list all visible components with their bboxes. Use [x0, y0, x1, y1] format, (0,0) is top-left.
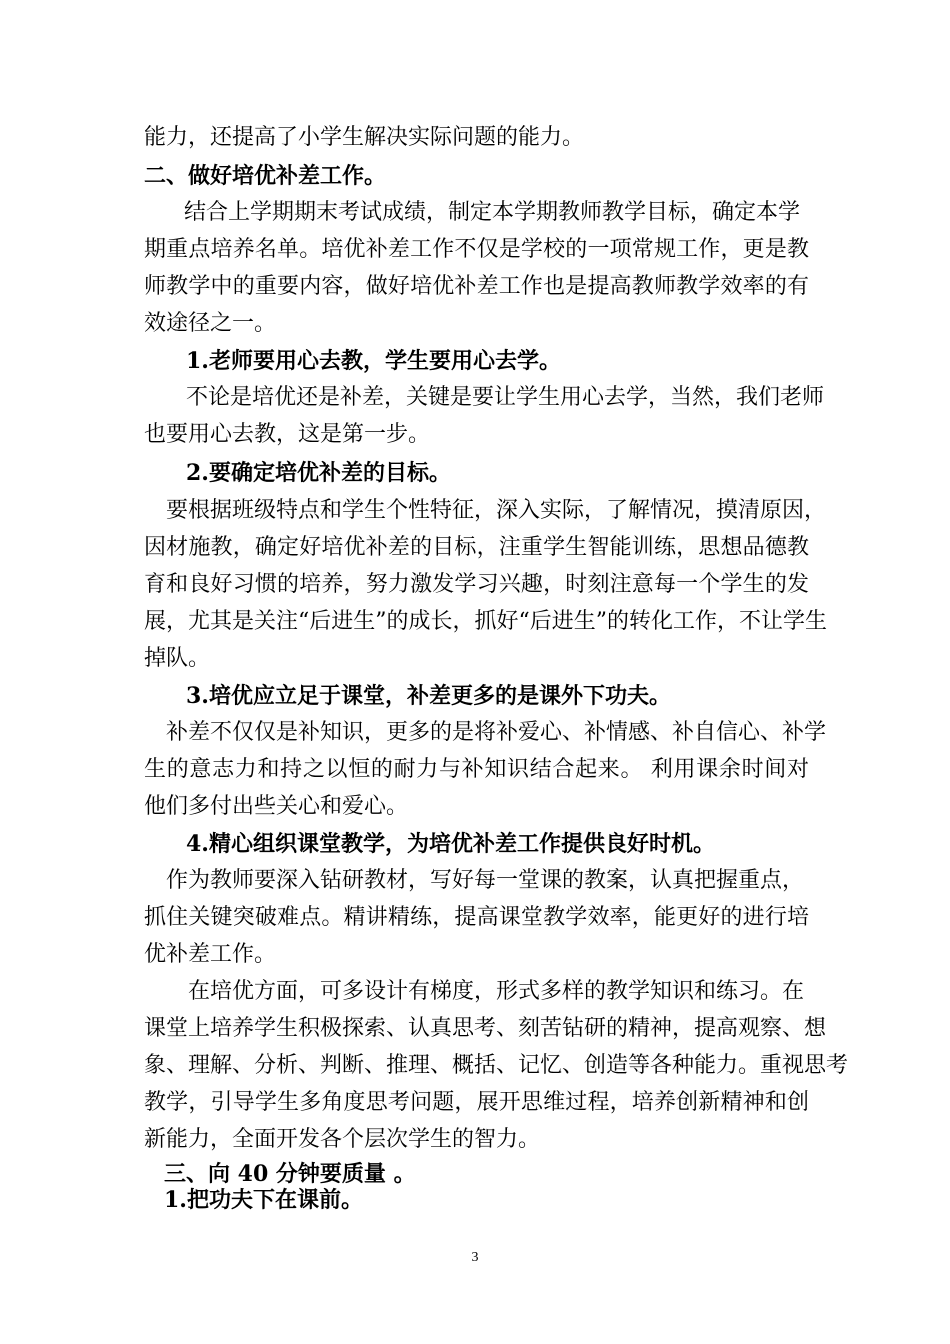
paragraph-line: 掉队。 — [144, 646, 211, 671]
paragraph-line: 也要用心去教，这是第一步。 — [144, 422, 431, 447]
paragraph-line: 补差不仅仅是补知识，更多的是将补爱心、补情感、补自信心、补学 — [166, 720, 827, 745]
paragraph-line: 生的意志力和持之以恒的耐力与补知识结合起来。 利用课余时间对 — [144, 757, 809, 782]
paragraph-line: 结合上学期期末考试成绩，制定本学期教师教学目标，确定本学 — [184, 200, 801, 225]
paragraph-line: 在培优方面，可多设计有梯度，形式多样的教学知识和练习。在 — [188, 979, 805, 1004]
paragraph-line: 新能力，全面开发各个层次学生的智力。 — [144, 1127, 541, 1152]
paragraph-line: 展，尤其是关注“后进生”的成长，抓好“后进生”的转化工作，不让学生 — [144, 609, 827, 634]
section-heading: 三、向 40 分钟要质量 。 — [164, 1161, 416, 1187]
paragraph-line: 育和良好习惯的培养，努力激发学习兴趣，时刻注意每一个学生的发 — [144, 572, 809, 597]
paragraph-line: 效途径之一。 — [144, 311, 277, 336]
subheading: 3.培优应立足于课堂，补差更多的是课外下功夫。 — [186, 683, 671, 709]
paragraph-line: 要根据班级特点和学生个性特征，深入实际，了解情况，摸清原因， — [166, 498, 827, 523]
paragraph-line: 他们多付出些关心和爱心。 — [144, 794, 409, 819]
paragraph-line: 期重点培养名单。培优补差工作不仅是学校的一项常规工作，更是教 — [144, 237, 809, 262]
paragraph-line: 能力，还提高了小学生解决实际问题的能力。 — [144, 125, 585, 150]
paragraph-line: 师教学中的重要内容，做好培优补差工作也是提高教师教学效率的有 — [144, 274, 809, 299]
paragraph-line: 作为教师要深入钻研教材，写好每一堂课的教案，认真把握重点， — [166, 868, 805, 893]
page-number: 3 — [471, 1250, 479, 1265]
paragraph-line: 课堂上培养学生积极探索、认真思考、刻苦钻研的精神，提高观察、想 — [144, 1016, 827, 1041]
paragraph-line: 不论是培优还是补差，关键是要让学生用心去学，当然，我们老师 — [186, 385, 825, 410]
subheading: 1.把功夫下在课前。 — [164, 1187, 363, 1213]
subheading: 4.精心组织课堂教学，为培优补差工作提供良好时机。 — [186, 831, 715, 857]
paragraph-line: 抓住关键突破难点。精讲精练，提高课堂教学效率，能更好的进行培 — [144, 905, 809, 930]
paragraph-line: 教学，引导学生多角度思考问题，展开思维过程，培养创新精神和创 — [144, 1090, 809, 1115]
subheading: 2.要确定培优补差的目标。 — [186, 460, 451, 486]
subheading: 1.老师要用心去教，学生要用心去学。 — [186, 348, 561, 374]
paragraph-line: 因材施教，确定好培优补差的目标，注重学生智能训练，思想品德教 — [144, 535, 809, 560]
paragraph-line: 优补差工作。 — [144, 942, 277, 967]
paragraph-line: 象、理解、分析、判断、推理、概括、记忆、创造等各种能力。重视思考 — [144, 1053, 849, 1078]
section-heading: 二、做好培优补差工作。 — [144, 163, 387, 189]
